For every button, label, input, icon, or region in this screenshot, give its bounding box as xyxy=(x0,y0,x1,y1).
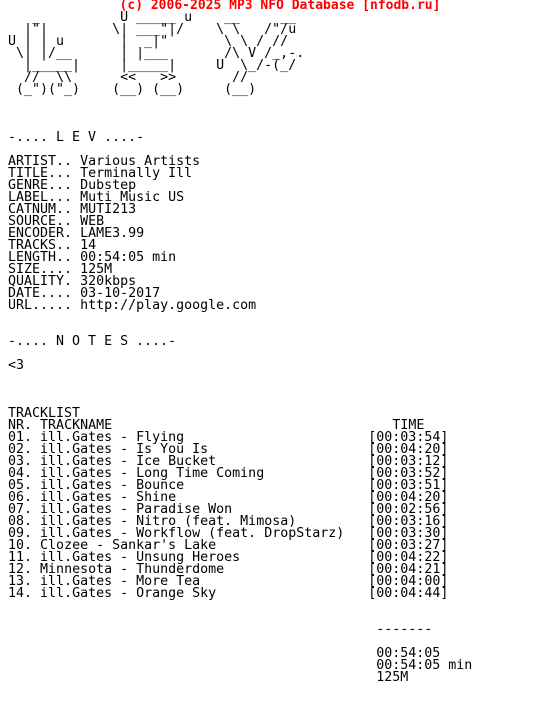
info-value: http://play.google.com xyxy=(80,298,257,313)
col-name-header: TRACKNAME xyxy=(40,418,113,433)
track-name: ill.Gates - Unsung Heroes xyxy=(40,550,241,565)
info-key: SIZE.... xyxy=(8,262,73,277)
track-number: 03. xyxy=(8,454,33,469)
track-name: ill.Gates - Ice Bucket xyxy=(40,454,217,469)
info-value: 00:54:05 min xyxy=(80,250,177,265)
info-key: QUALITY. xyxy=(8,274,73,289)
track-time: [00:03:52] xyxy=(368,466,449,481)
track-number: 14. xyxy=(8,586,33,601)
track-number: 09. xyxy=(8,526,33,541)
info-key: ARTIST.. xyxy=(8,154,73,169)
copyright-header: (c) 2006-2025 MP3 NFO Database [nfodb.ru] xyxy=(119,0,441,13)
tracklist-title: TRACKLIST xyxy=(8,406,81,421)
info-key: CATNUM.. xyxy=(8,202,73,217)
info-value: 320kbps xyxy=(80,274,137,289)
track-number: 06. xyxy=(8,490,33,505)
ascii-logo: _ U _____ u __ __ |"| \| ___"|/ \ \ /"/u U | | u | _|" \ \ / // \| |/__ | |___ /\ V /_,-. |_____| |_____| U \_/-(_/ // \\ << >> // (_")("_) (__) (__) (__) xyxy=(8,10,305,97)
total-divider: ------- xyxy=(376,622,433,637)
track-time: [00:04:22] xyxy=(368,550,449,565)
track-number: 01. xyxy=(8,430,33,445)
notes-text: <3 xyxy=(8,358,25,373)
info-value: WEB xyxy=(80,214,105,229)
track-name: ill.Gates - Paradise Won xyxy=(40,502,233,517)
notes-heading: -.... N O T E S ....- xyxy=(8,334,177,349)
track-number: 12. xyxy=(8,562,33,577)
track-number: 07. xyxy=(8,502,33,517)
info-key: GENRE... xyxy=(8,178,73,193)
track-number: 08. xyxy=(8,514,33,529)
track-name: ill.Gates - Flying xyxy=(40,430,185,445)
track-number: 10. xyxy=(8,538,33,553)
track-time: [00:03:16] xyxy=(368,514,449,529)
info-key: DATE.... xyxy=(8,286,73,301)
info-key: ENCODER. xyxy=(8,226,73,241)
info-value: MUTI213 xyxy=(80,202,137,217)
track-number: 11. xyxy=(8,550,33,565)
track-time: [00:02:56] xyxy=(368,502,449,517)
track-number: 04. xyxy=(8,466,33,481)
nfo-document xyxy=(8,12,472,684)
track-time: [00:03:51] xyxy=(368,478,449,493)
info-key: LABEL... xyxy=(8,190,73,205)
track-time: [00:03:30] xyxy=(368,526,449,541)
track-name: ill.Gates - Shine xyxy=(40,490,177,505)
lev-heading: -.... L E V ....- xyxy=(8,130,145,145)
info-value: 14 xyxy=(80,238,97,253)
track-name: Clozee - Sankar's Lake xyxy=(40,538,217,553)
col-time-header: TIME xyxy=(392,418,425,433)
track-time: [00:03:27] xyxy=(368,538,449,553)
track-name: ill.Gates - More Tea xyxy=(40,574,201,589)
track-time: [00:04:20] xyxy=(368,442,449,457)
track-name: ill.Gates - Bounce xyxy=(40,478,185,493)
info-value: LAME3.99 xyxy=(80,226,145,241)
info-value: 03-10-2017 xyxy=(80,286,161,301)
track-name: Minnesota - Thunderdome xyxy=(40,562,225,577)
track-time: [00:03:54] xyxy=(368,430,449,445)
info-value: Dubstep xyxy=(80,178,137,193)
info-value: Muti Music US xyxy=(80,190,185,205)
info-value: Terminally Ill xyxy=(80,166,193,181)
info-value: Various Artists xyxy=(80,154,201,169)
track-number: 05. xyxy=(8,478,33,493)
track-name: ill.Gates - Is You Is xyxy=(40,442,209,457)
track-number: 02. xyxy=(8,442,33,457)
track-time: [00:04:21] xyxy=(368,562,449,577)
info-key: LENGTH.. xyxy=(8,250,73,265)
track-name: ill.Gates - Workflow (feat. DropStarz) xyxy=(40,526,345,541)
track-time: [00:03:12] xyxy=(368,454,449,469)
total-size: 125M xyxy=(376,670,409,685)
info-key: SOURCE.. xyxy=(8,214,73,229)
info-key: TRACKS.. xyxy=(8,238,73,253)
total-time: 00:54:05 xyxy=(376,646,441,661)
track-time: [00:04:20] xyxy=(368,490,449,505)
col-number-header: NR. xyxy=(8,418,33,433)
info-value: 125M xyxy=(80,262,113,277)
track-name: ill.Gates - Orange Sky xyxy=(40,586,217,601)
info-key: URL..... xyxy=(8,298,73,313)
track-number: 13. xyxy=(8,574,33,589)
total-length: 00:54:05 min xyxy=(376,658,473,673)
track-name: ill.Gates - Long Time Coming xyxy=(40,466,265,481)
track-time: [00:04:44] xyxy=(368,586,449,601)
track-name: ill.Gates - Nitro (feat. Mimosa) xyxy=(40,514,297,529)
track-time: [00:04:00] xyxy=(368,574,449,589)
info-key: TITLE... xyxy=(8,166,73,181)
